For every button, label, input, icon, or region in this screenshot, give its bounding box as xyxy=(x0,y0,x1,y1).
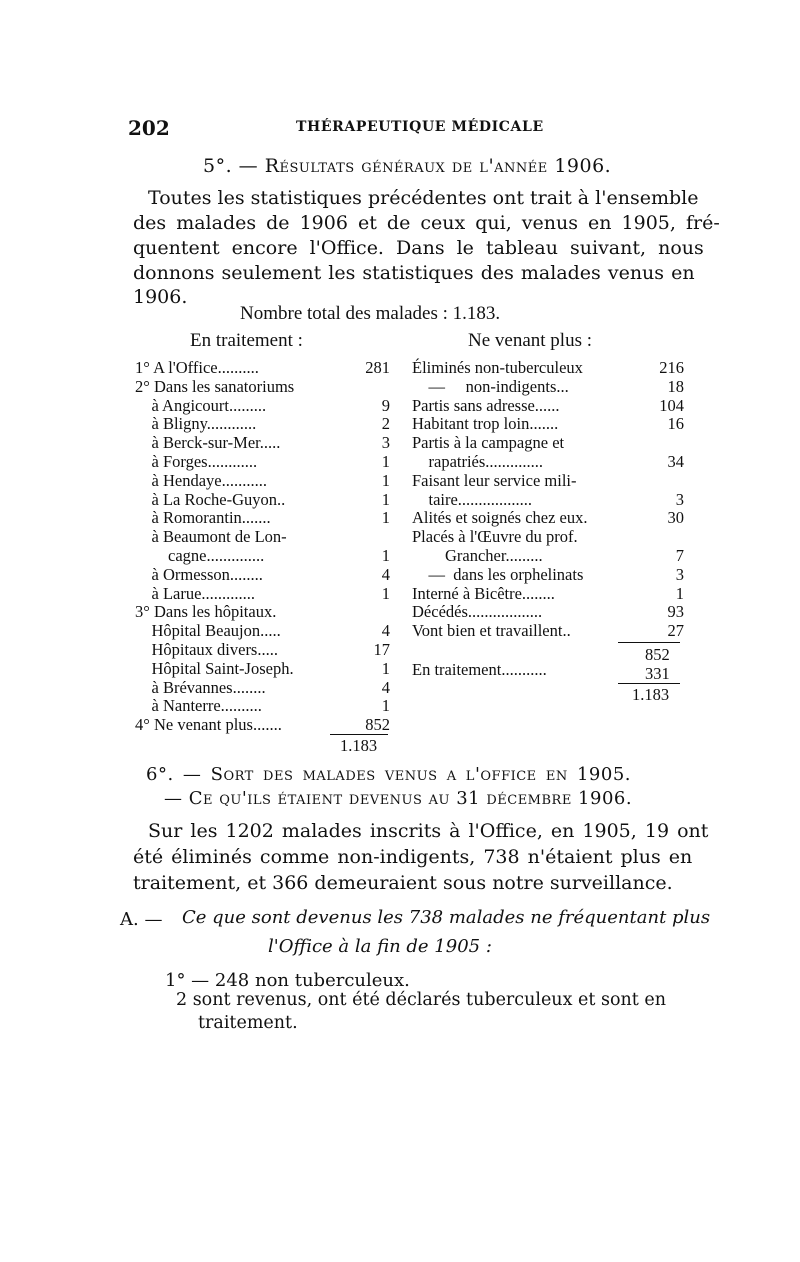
left-table-row-label: à Bligny............ xyxy=(135,414,257,434)
left-table-row xyxy=(135,640,390,659)
right-table-row-label: Alités et soignés chez eux. xyxy=(412,508,588,528)
section-6-heading-line-1: 6°. — Sort des malades venus a l'office en 1905. xyxy=(146,764,631,785)
right-table-heading: Ne venant plus : xyxy=(468,330,593,351)
right-total-rule xyxy=(618,683,680,684)
left-table-row-value: 4 xyxy=(381,564,390,584)
right-table-row-label: taire.................. xyxy=(412,489,533,509)
right-table-row-label: Placés à l'Œuvre du prof. xyxy=(412,527,578,547)
right-table-row-value: 93 xyxy=(667,602,684,622)
right-table-row-value: 7 xyxy=(675,546,684,565)
right-table-row xyxy=(412,584,684,603)
left-table-row-value: 4 xyxy=(381,677,390,697)
left-table-row-value: 1 xyxy=(381,489,390,509)
right-table-row xyxy=(412,414,684,433)
left-table-row-label: à Berck-sur-Mer..... xyxy=(135,433,281,453)
left-table-row-label: 3° Dans les hôpitaux. xyxy=(135,602,277,622)
section-5-paragraph-line-1: Toutes les statistiques précédentes ont trait à l'ensemble xyxy=(148,187,699,209)
left-table xyxy=(135,358,390,743)
left-table-row-value: 281 xyxy=(365,358,390,377)
left-table-row-value: 2 xyxy=(381,414,390,434)
left-table-row-label: à Forges............ xyxy=(135,452,258,471)
right-table-row-value: 3 xyxy=(675,564,684,584)
right-table-row xyxy=(412,527,684,546)
left-table-row-label: 2° Dans les sanatoriums xyxy=(135,376,295,396)
section-6-heading-line-2: — Ce qu'ils étaient devenus au 31 décembre 1906. xyxy=(164,788,633,809)
left-table-row-value: 1 xyxy=(381,546,390,565)
item-1: 1° — 248 non tuberculeux. xyxy=(165,970,410,991)
left-table-row-value: 9 xyxy=(381,395,390,415)
left-table-row xyxy=(135,678,390,697)
right-table-row xyxy=(412,377,684,396)
right-table-row-value: 18 xyxy=(667,376,684,396)
right-table-row-label: Éliminés non-tuberculeux xyxy=(412,358,583,377)
right-subtotal: 852 xyxy=(645,645,670,664)
right-table-row-label: — non-indigents... xyxy=(412,376,569,396)
right-table-row xyxy=(412,471,684,490)
left-table-row-value: 1 xyxy=(381,470,390,490)
running-title: THÉRAPEUTIQUE MÉDICALE xyxy=(296,119,544,135)
right-table-row xyxy=(412,546,684,565)
left-table-row-label: Hôpital Beaujon..... xyxy=(135,621,281,641)
right-table-row xyxy=(412,602,684,621)
left-total: 1.183 xyxy=(340,736,378,755)
left-table-row xyxy=(135,377,390,396)
right-traitement-value: 331 xyxy=(645,664,670,683)
right-table-row-value: 30 xyxy=(667,508,684,528)
right-table-row xyxy=(412,508,684,527)
left-table-row-label: Hôpital Saint-Joseph. xyxy=(135,658,294,678)
left-table-row xyxy=(135,396,390,415)
right-table-row xyxy=(412,452,684,471)
left-table-row xyxy=(135,584,390,603)
section-5-paragraph-line-5: 1906. xyxy=(133,286,188,308)
section-6-paragraph-line-3: traitement, et 366 demeuraient sous notre surveillance. xyxy=(133,872,673,894)
right-table-row xyxy=(412,396,684,415)
right-table-row-value: 16 xyxy=(667,414,684,434)
left-table-row-value: 1 xyxy=(381,508,390,528)
left-table-row xyxy=(135,490,390,509)
left-table-heading: En traitement : xyxy=(190,330,303,351)
left-table-row xyxy=(135,659,390,678)
left-table-row-label: à Nanterre.......... xyxy=(135,696,262,716)
right-table-row-label: rapatriés.............. xyxy=(412,452,544,471)
left-table-row-label: à Beaumont de Lon- xyxy=(135,527,287,547)
right-table-row-value: 27 xyxy=(667,621,684,641)
left-table-row-value: 1 xyxy=(381,452,390,471)
right-table-row-label: Partis sans adresse...... xyxy=(412,395,560,415)
left-table-row-label: 4° Ne venant plus....... xyxy=(135,715,282,735)
left-table-row-value: 1 xyxy=(381,658,390,678)
left-table-row-value: 3 xyxy=(381,433,390,453)
item-1-sub-line-2: traitement. xyxy=(198,1013,298,1033)
section-5-paragraph-line-2: des malades de 1906 et de ceux qui, venus en 1905, fré- xyxy=(133,212,720,234)
left-table-row xyxy=(135,471,390,490)
left-table-row xyxy=(135,696,390,715)
section-6-paragraph-line-1: Sur les 1202 malades inscrits à l'Office, en 1905, 19 ont xyxy=(148,820,709,842)
right-table xyxy=(412,358,684,658)
left-table-row xyxy=(135,602,390,621)
section-6-paragraph-line-2: été éliminés comme non-indigents, 738 n'étaient plus en xyxy=(133,846,693,868)
left-table-row xyxy=(135,452,390,471)
left-table-row-label: à Brévannes........ xyxy=(135,677,266,697)
right-table-row xyxy=(412,490,684,509)
left-table-row-label: 1° A l'Office.......... xyxy=(135,358,259,377)
right-table-row-label: Décédés.................. xyxy=(412,602,543,622)
right-subtotal-rule xyxy=(618,642,680,643)
page-number: 202 xyxy=(128,116,170,140)
left-table-row-label: à Larue............. xyxy=(135,583,256,603)
right-table-row-value: 3 xyxy=(675,489,684,509)
right-table-row-value: 104 xyxy=(659,395,684,415)
left-table-row-value: 17 xyxy=(373,640,390,659)
left-table-row-label: à Angicourt......... xyxy=(135,395,267,415)
section-5-heading: 5°. — Résultats généraux de l'année 1906. xyxy=(203,155,612,177)
right-table-row xyxy=(412,565,684,584)
right-table-row xyxy=(412,433,684,452)
left-table-row xyxy=(135,508,390,527)
right-table-row-value: 216 xyxy=(659,358,684,377)
right-table-row xyxy=(412,358,684,377)
left-table-row-value: 4 xyxy=(381,621,390,641)
subheading-a-line-1: Ce que sont devenus les 738 malades ne fréquentant plus xyxy=(182,907,711,928)
left-table-row-value: 1 xyxy=(381,696,390,716)
left-table-row xyxy=(135,621,390,640)
left-table-row-label: à Ormesson........ xyxy=(135,564,263,584)
section-5-paragraph-line-3: quentent encore l'Office. Dans le tableau suivant, nous xyxy=(133,237,704,259)
left-table-row-label: Hôpitaux divers..... xyxy=(135,640,278,659)
left-table-row-label: cagne.............. xyxy=(135,546,265,565)
right-table-row-label: — dans les orphelinats xyxy=(412,564,584,584)
left-table-row xyxy=(135,715,390,734)
total-malades-line: Nombre total des malades : 1.183. xyxy=(240,303,501,324)
right-table-row-label: Habitant trop loin....... xyxy=(412,414,559,434)
right-table-row xyxy=(412,621,684,640)
left-table-row-label: à Romorantin....... xyxy=(135,508,271,528)
left-table-row-value: 1 xyxy=(381,583,390,603)
right-total: 1.183 xyxy=(632,685,670,704)
right-table-row-value: 1 xyxy=(675,583,684,603)
subheading-a-line-2: l'Office à la fin de 1905 : xyxy=(268,936,492,957)
left-table-row-label: à Hendaye........... xyxy=(135,470,267,490)
right-table-row-label: Partis à la campagne et xyxy=(412,433,565,453)
left-table-row xyxy=(135,414,390,433)
left-table-row xyxy=(135,565,390,584)
left-total-rule xyxy=(330,734,388,735)
item-1-sub-line-1: 2 sont revenus, ont été déclarés tuberculeux et sont en xyxy=(176,990,666,1010)
left-table-row xyxy=(135,433,390,452)
section-5-paragraph-line-4: donnons seulement les statistiques des malades venus en xyxy=(133,262,695,284)
subheading-a-prefix: A. — xyxy=(120,909,163,930)
right-table-row-value: 34 xyxy=(667,452,684,471)
right-table-row-label: Vont bien et travaillent.. xyxy=(412,621,571,641)
right-table-row-label: Faisant leur service mili- xyxy=(412,470,577,490)
left-table-row xyxy=(135,527,390,546)
left-table-row-label: à La Roche-Guyon.. xyxy=(135,489,286,509)
right-traitement-label: En traitement........... xyxy=(412,660,547,679)
left-table-row xyxy=(135,358,390,377)
right-table-row-label: Grancher......... xyxy=(412,546,543,565)
left-table-row xyxy=(135,546,390,565)
right-table-row-label: Interné à Bicêtre........ xyxy=(412,583,555,603)
left-table-row-value: 852 xyxy=(365,715,390,735)
